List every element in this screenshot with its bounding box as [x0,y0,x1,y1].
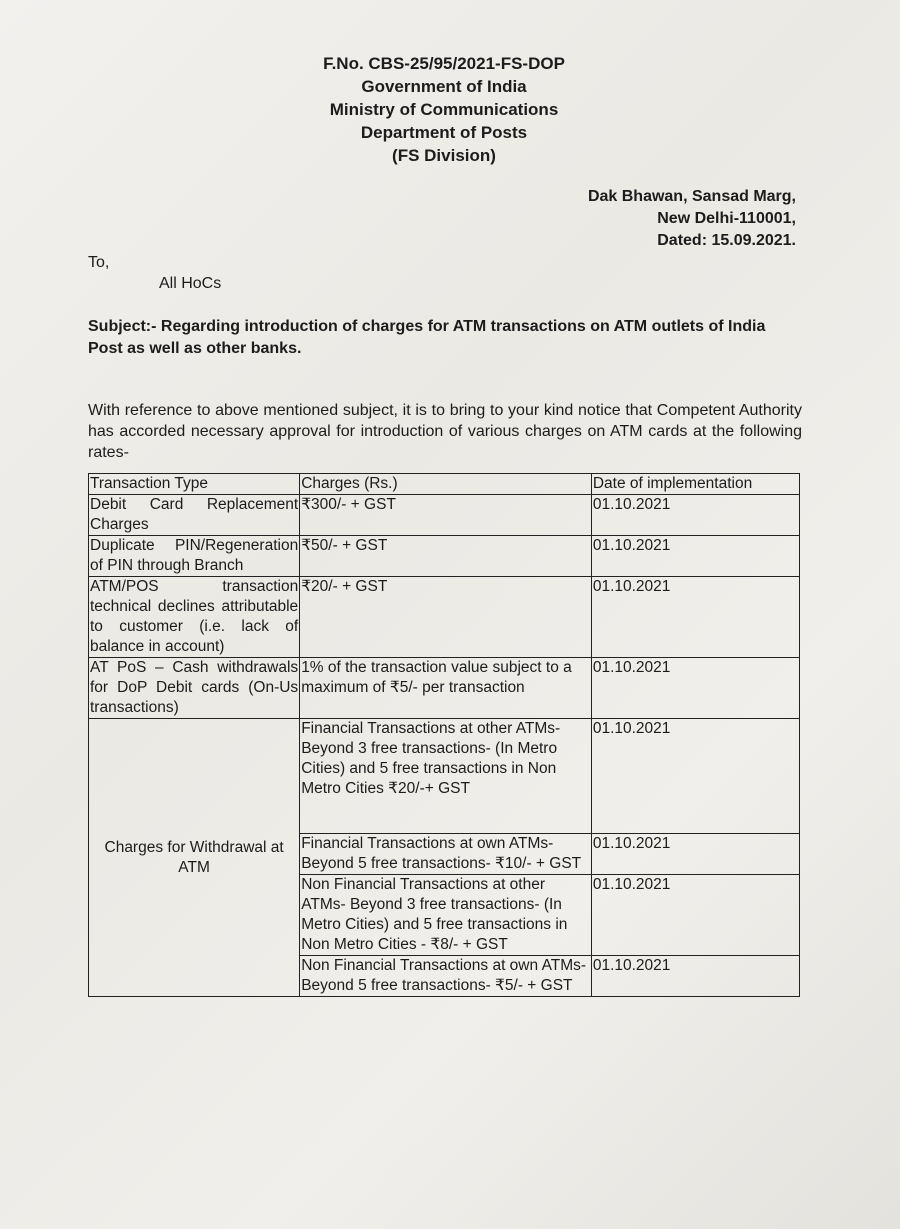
row-charge: Financial Transactions at other ATMs-Beyond 3 free transactions- (In Metro Cities) and 5 free transactions in Non Metro Cities ₹20/-+ GST [300,719,592,834]
charges-table [88,473,800,997]
letter-date: Dated: 15.09.2021. [657,232,796,249]
table-row [89,658,800,719]
row-type: AT PoS – Cash withdrawals for DoP Debit cards (On-Us transactions) [89,658,300,719]
row-date: 01.10.2021 [591,956,799,997]
row-charge: Financial Transactions at own ATMs-Beyond 5 free transactions- ₹10/- + GST [300,834,592,875]
row-date: 01.10.2021 [591,875,799,956]
row-charge: ₹300/- + GST [300,495,592,536]
row-type: Debit Card Replacement Charges [89,495,300,536]
row-date: 01.10.2021 [591,719,799,834]
ministry-name: Ministry of Communications [329,100,559,119]
row-type: Duplicate PIN/Regeneration of PIN through Branch [89,536,300,577]
row-charge: Non Financial Transactions at other ATMs- Beyond 3 free transactions- (In Metro Cities) and 5 free transactions in Non Metro Cities - ₹8/- + GST [300,875,592,956]
division-name: (FS Division) [392,146,496,165]
government-name: Government of India [361,77,527,96]
table-header-row [89,474,800,495]
letter-header [0,52,900,167]
recipient: All HoCs [159,275,222,292]
row-date: 01.10.2021 [591,577,799,658]
row-date: 01.10.2021 [591,834,799,875]
row-type: ATM/POS transaction technical declines attributable to customer (i.e. lack of balance in account) [89,577,300,658]
header-date: Date of implementation [591,474,799,495]
row-date: 01.10.2021 [591,658,799,719]
table-row [89,495,800,536]
address-line-1: Dak Bhawan, Sansad Marg, [587,188,796,205]
body-paragraph: With reference to above mentioned subject, it is to bring to your kind notice that Competent Authority has accorded necessary approval for introduction of various charges on ATM cards at the following rates- [88,402,802,461]
row-charge: ₹50/- + GST [300,536,592,577]
row-date: 01.10.2021 [591,536,799,577]
row-charge: ₹20/- + GST [300,577,592,658]
address-line-2: New Delhi-110001, [657,210,796,227]
row-date: 01.10.2021 [591,495,799,536]
row-charge: 1% of the transaction value subject to a maximum of ₹5/- per transaction [300,658,592,719]
department-name: Department of Posts [360,123,528,142]
sender-address [588,186,796,252]
row-charge: Non Financial Transactions at own ATMs- Beyond 5 free transactions- ₹5/- + GST [300,956,592,997]
subject-line: Subject:- Regarding introduction of charges for ATM transactions on ATM outlets of India Post as well as other banks. [88,318,766,357]
header-transaction-type: Transaction Type [89,474,300,495]
table-row [89,577,800,658]
to-label: To, [88,254,110,271]
header-charges: Charges (Rs.) [300,474,592,495]
withdrawal-charges-label: Charges for Withdrawal at ATM [89,719,300,997]
table-row [89,719,800,834]
file-number: F.No. CBS-25/95/2021-FS-DOP [323,54,565,73]
table-row [89,536,800,577]
